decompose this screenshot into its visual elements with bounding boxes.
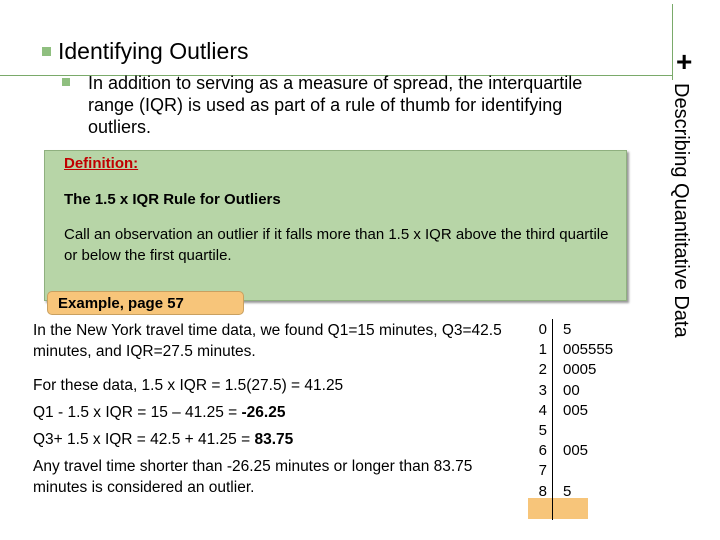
example-line-iqr-calc: For these data, 1.5 x IQR = 1.5(27.5) = 41.25 bbox=[33, 377, 344, 394]
leaves bbox=[563, 421, 613, 441]
stem: 5 bbox=[538, 421, 547, 439]
upper-fence-expression: Q3+ 1.5 x IQR = 42.5 + 41.25 = bbox=[33, 431, 255, 448]
plus-icon: + bbox=[676, 46, 693, 77]
leaves bbox=[563, 461, 613, 481]
square-bullet-icon bbox=[42, 47, 51, 56]
stemplot-leaves bbox=[563, 320, 613, 502]
stem: 6 bbox=[538, 442, 547, 460]
leaves: 00 bbox=[563, 381, 580, 399]
definition-body: Call an observation an outlier if it falls more than 1.5 x IQR above the third quartile or below the first quartile. bbox=[64, 226, 609, 264]
intro-text: In addition to serving as a measure of spread, the interquartile range (IQR) is used as part of a rule of thumb for identifying outliers. bbox=[88, 73, 583, 137]
example-label: Example, page 57 bbox=[58, 295, 184, 312]
stem: 0 bbox=[538, 321, 547, 338]
intro-bullet bbox=[88, 72, 618, 138]
stem: 4 bbox=[538, 401, 547, 419]
upper-fence-value: 83.75 bbox=[254, 431, 294, 448]
leaves: 005 bbox=[563, 442, 589, 460]
leaves: 5 bbox=[563, 321, 572, 338]
example-line-upper-fence bbox=[33, 429, 523, 450]
leaves: 0005 bbox=[563, 361, 597, 379]
example-line-lower-fence bbox=[33, 402, 523, 423]
example-line-conclusion: Any travel time shorter than -26.25 minutes or longer than 83.75 minutes is considered an outlier. bbox=[33, 458, 473, 496]
leaves: 5 bbox=[563, 482, 572, 500]
stemplot-stems bbox=[531, 320, 547, 502]
side-title: Describing Quantitative Data bbox=[670, 83, 692, 338]
lower-fence-expression: Q1 - 1.5 x IQR = 15 – 41.25 = bbox=[33, 404, 242, 421]
example-line-quartiles: In the New York travel time data, we found Q1=15 minutes, Q3=42.5 minutes, and IQR=27.5 minutes. bbox=[33, 322, 502, 360]
stem: 2 bbox=[538, 361, 547, 379]
stem: 7 bbox=[538, 462, 547, 480]
heading-text: Identifying Outliers bbox=[58, 38, 249, 64]
lower-fence-value: -26.25 bbox=[241, 404, 286, 421]
stem: 1 bbox=[538, 341, 547, 359]
definition-title: The 1.5 x IQR Rule for Outliers bbox=[64, 191, 281, 208]
slide-heading bbox=[58, 38, 248, 64]
side-divider bbox=[672, 4, 673, 80]
leaves: 005 bbox=[563, 401, 589, 419]
stem: 8 bbox=[538, 482, 547, 500]
stem: 3 bbox=[538, 381, 547, 399]
square-bullet-icon bbox=[62, 78, 70, 86]
definition-label: Definition: bbox=[64, 155, 139, 172]
stemplot-divider bbox=[552, 319, 553, 520]
leaves: 005555 bbox=[563, 341, 614, 359]
